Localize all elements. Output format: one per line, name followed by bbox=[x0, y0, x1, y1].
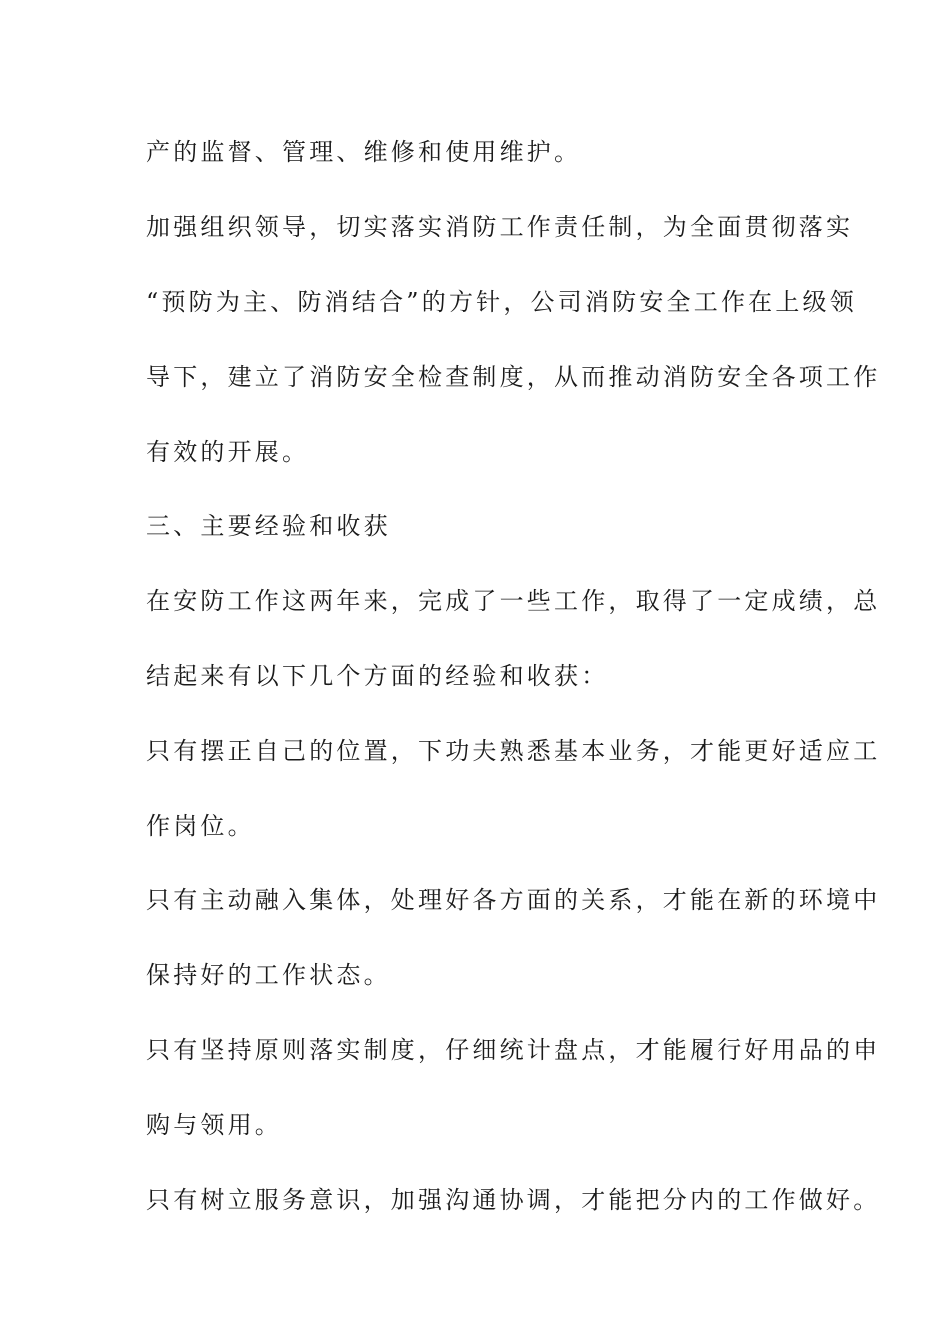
text-line-2: 加强组织领导，切实落实消防工作责任制，为全面贯彻落实 bbox=[146, 213, 854, 241]
text-line-1: 产的监督、管理、维修和使用维护。 bbox=[146, 138, 582, 166]
text-line-8: 结起来有以下几个方面的经验和收获： bbox=[146, 662, 609, 690]
text-line-10: 作岗位。 bbox=[146, 812, 255, 840]
text-line-7: 在安防工作这两年来，完成了一些工作，取得了一定成绩，总 bbox=[146, 587, 881, 615]
text-line-5: 有效的开展。 bbox=[146, 438, 310, 466]
text-line-12: 保持好的工作状态。 bbox=[146, 961, 391, 989]
text-line-15: 只有树立服务意识，加强沟通协调，才能把分内的工作做好。 bbox=[146, 1186, 881, 1214]
text-line-3: “预防为主、防消结合”的方针，公司消防安全工作在上级领 bbox=[146, 288, 857, 316]
text-line-11: 只有主动融入集体，处理好各方面的关系，才能在新的环境中 bbox=[146, 886, 881, 914]
section-heading: 三、主要经验和收获 bbox=[146, 512, 391, 540]
text-line-9: 只有摆正自己的位置，下功夫熟悉基本业务，才能更好适应工 bbox=[146, 737, 881, 765]
text-line-13: 只有坚持原则落实制度，仔细统计盘点，才能履行好用品的申 bbox=[146, 1036, 881, 1064]
text-line-14: 购与领用。 bbox=[146, 1111, 282, 1139]
text-line-4: 导下，建立了消防安全检查制度，从而推动消防安全各项工作 bbox=[146, 363, 881, 391]
